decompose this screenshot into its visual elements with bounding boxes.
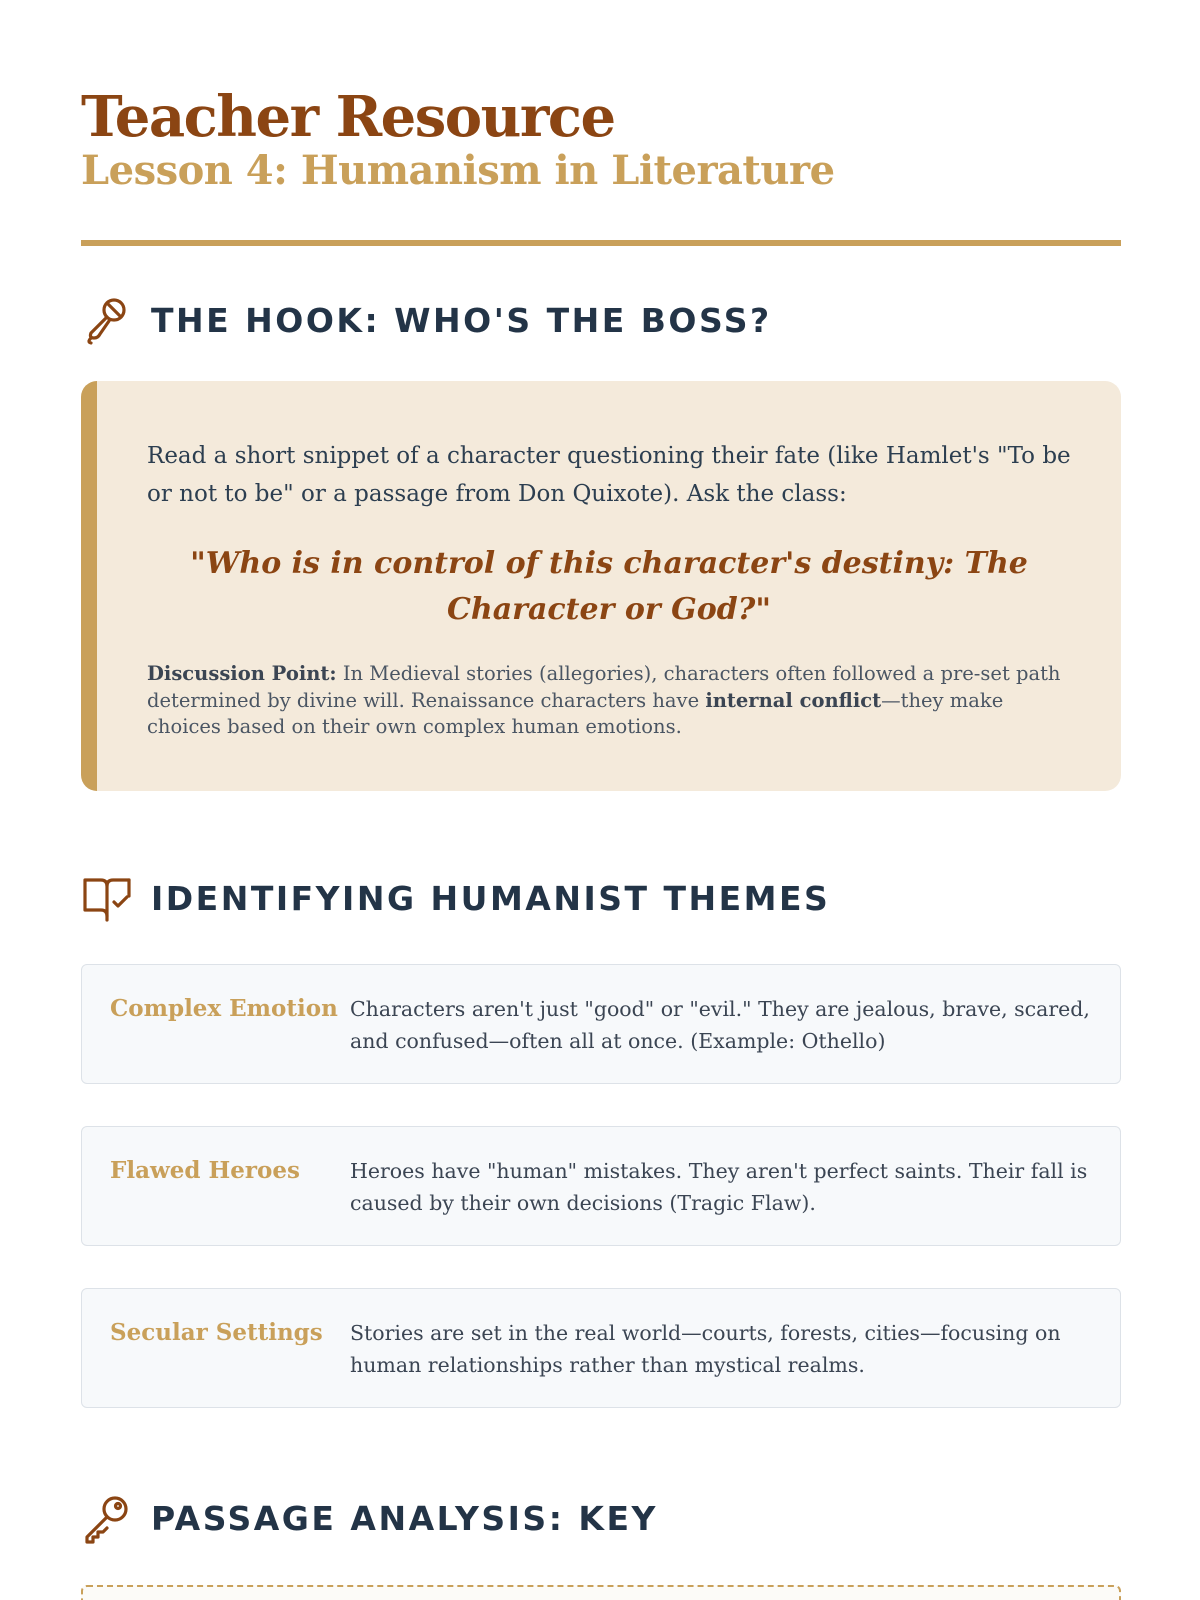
book-check-icon xyxy=(81,872,133,924)
hook-section-heading xyxy=(81,294,772,346)
header-divider xyxy=(81,240,1121,246)
microphone-icon xyxy=(81,294,133,346)
theme-name: Complex Emotion xyxy=(110,995,338,1022)
discussion-point-text-1: In Medieval stories (allegories), characters often followed a pre-set path determined by divine will. Renaissance characters have xyxy=(147,662,1061,712)
theme-description: Heroes have "human" mistakes. They aren't perfect saints. Their fall is caused by their own decisions (Tragic Flaw). xyxy=(350,1159,1088,1215)
theme-card xyxy=(81,1288,1121,1408)
discussion-point xyxy=(147,661,1071,741)
hook-callout xyxy=(81,381,1121,791)
themes-heading: IDENTIFYING HUMANIST THEMES xyxy=(151,878,831,918)
hook-question-quote: "Who is in control of this character's destiny: The Character or God?" xyxy=(190,546,1028,627)
passage-key-box xyxy=(81,1585,1121,1600)
passage-section-heading xyxy=(81,1492,658,1544)
theme-description: Characters aren't just "good" or "evil." They are jealous, brave, scared, and confused—often all at once. (Example: Othello) xyxy=(350,997,1090,1053)
theme-card xyxy=(81,964,1121,1084)
theme-name: Flawed Heroes xyxy=(110,1157,300,1184)
passage-heading: PASSAGE ANALYSIS: KEY xyxy=(151,1498,658,1538)
theme-card xyxy=(81,1126,1121,1246)
discussion-point-text-2: —they make choices based on their own complex human emotions. xyxy=(147,688,1004,738)
theme-name: Secular Settings xyxy=(110,1319,323,1346)
discussion-point-emphasis: internal conflict xyxy=(705,688,882,712)
page-title: Teacher Resource xyxy=(81,84,615,150)
discussion-point-label: Discussion Point: xyxy=(147,662,337,685)
hook-intro-text: Read a short snippet of a character questioning their fate (like Hamlet's "To be or not to be" or a passage from Don Quixote). Ask the class: xyxy=(147,443,1071,507)
page-subtitle: Lesson 4: Humanism in Literature xyxy=(81,147,835,194)
key-icon xyxy=(81,1492,133,1544)
themes-section-heading xyxy=(81,872,830,924)
theme-description: Stories are set in the real world—courts, forests, cities—focusing on human relationships rather than mystical realms. xyxy=(350,1321,1061,1377)
hook-heading: THE HOOK: WHO'S THE BOSS? xyxy=(151,300,772,340)
